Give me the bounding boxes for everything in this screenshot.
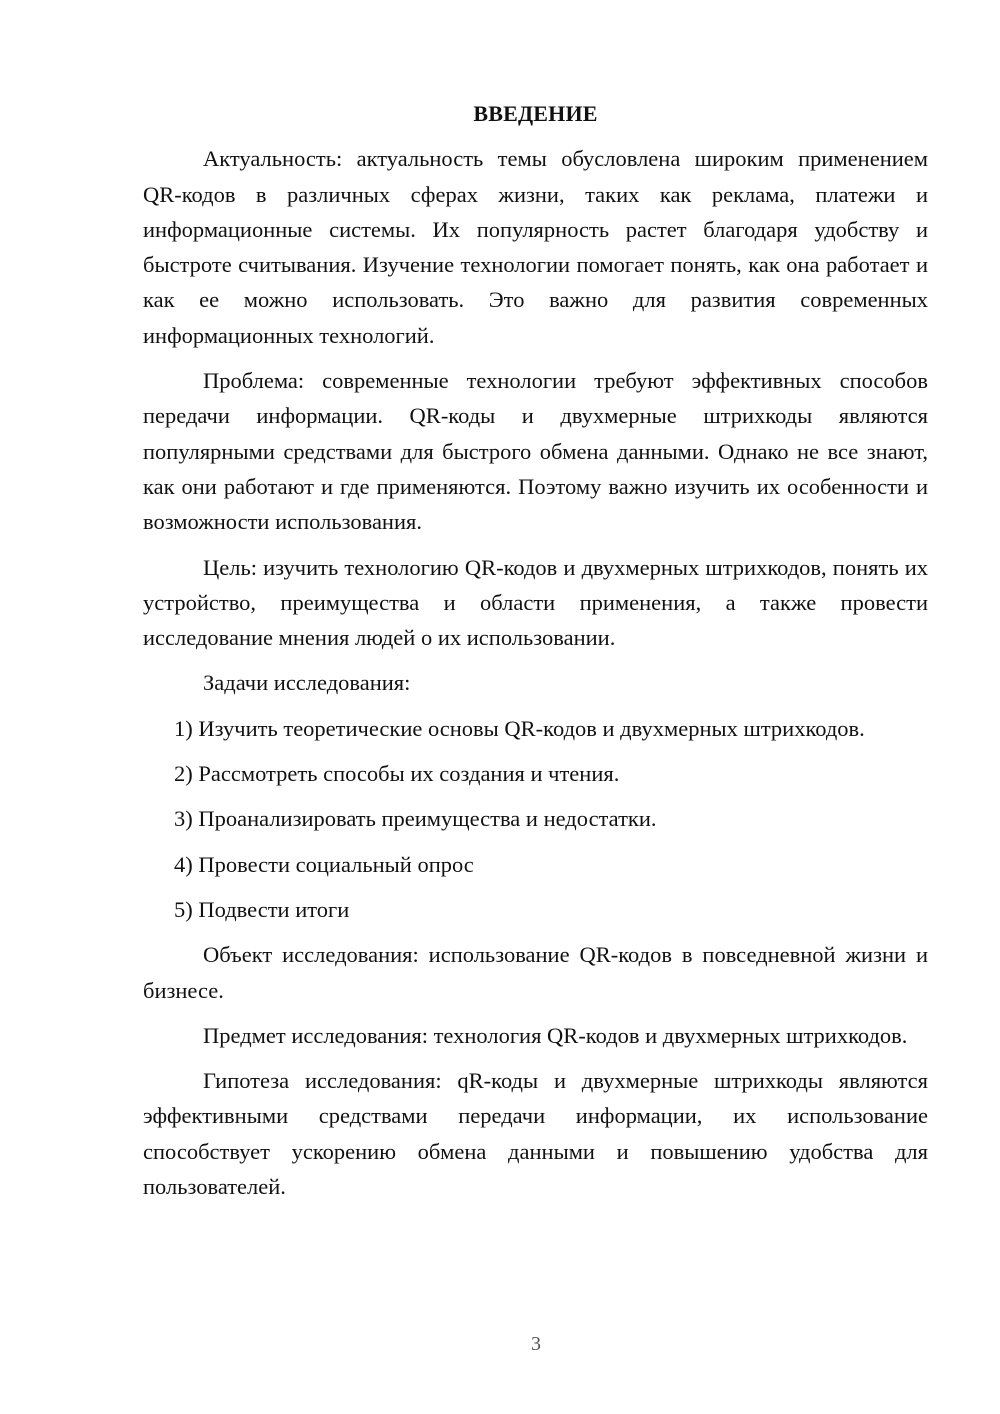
list-item: 4) Провести социальный опрос bbox=[174, 851, 474, 877]
document-page bbox=[143, 96, 928, 1214]
tasks-list bbox=[143, 711, 928, 927]
hypothesis-paragraph: Гипотеза исследования: qR-коды и двухмерные штрихкоды являются эффективными средствами передачи информации, их использование способствует ускорению обмена данными и повышению удобства для пользователей. bbox=[143, 1068, 928, 1200]
tasks-heading: Задачи исследования: bbox=[203, 670, 411, 696]
problem-paragraph: Проблема: современные технологии требуют эффективных способов передачи информации. QR-коды и двухмерные штрихкоды являются популярными средствами для быстрого обмена данными. Однако не все знают, как они работают и где применяются. Поэтому важно изучить их особенности и возможности использования. bbox=[143, 368, 928, 535]
list-item: 5) Подвести итоги bbox=[174, 896, 350, 922]
list-item: 1) Изучить теоретические основы QR-кодов и двухмерных штрихкодов. bbox=[174, 715, 865, 741]
relevance-paragraph: Актуальность: актуальность темы обусловлена широким применением QR-кодов в различных сферах жизни, таких как реклама, платежи и информационные системы. Их популярность растет благодаря удобству и быстроте считывания. Изучение технологии помогает понять, как она работает и как ее можно использовать. Это важно для развития современных информационных технологий. bbox=[143, 146, 928, 348]
list-item: 2) Рассмотреть способы их создания и чтения. bbox=[174, 761, 620, 787]
page-title: ВВЕДЕНИЕ bbox=[473, 101, 598, 126]
list-item: 3) Проанализировать преимущества и недостатки. bbox=[174, 806, 657, 832]
subject-paragraph: Предмет исследования: технология QR-кодов и двухмерных штрихкодов. bbox=[203, 1022, 908, 1048]
page-number: 3 bbox=[531, 1333, 541, 1355]
goal-paragraph: Цель: изучить технологию QR-кодов и двухмерных штрихкодов, понять их устройство, преимущества и области применения, а также провести исследование мнения людей о их использовании. bbox=[143, 554, 928, 651]
object-paragraph: Объект исследования: использование QR-кодов в повседневной жизни и бизнесе. bbox=[143, 942, 928, 1003]
